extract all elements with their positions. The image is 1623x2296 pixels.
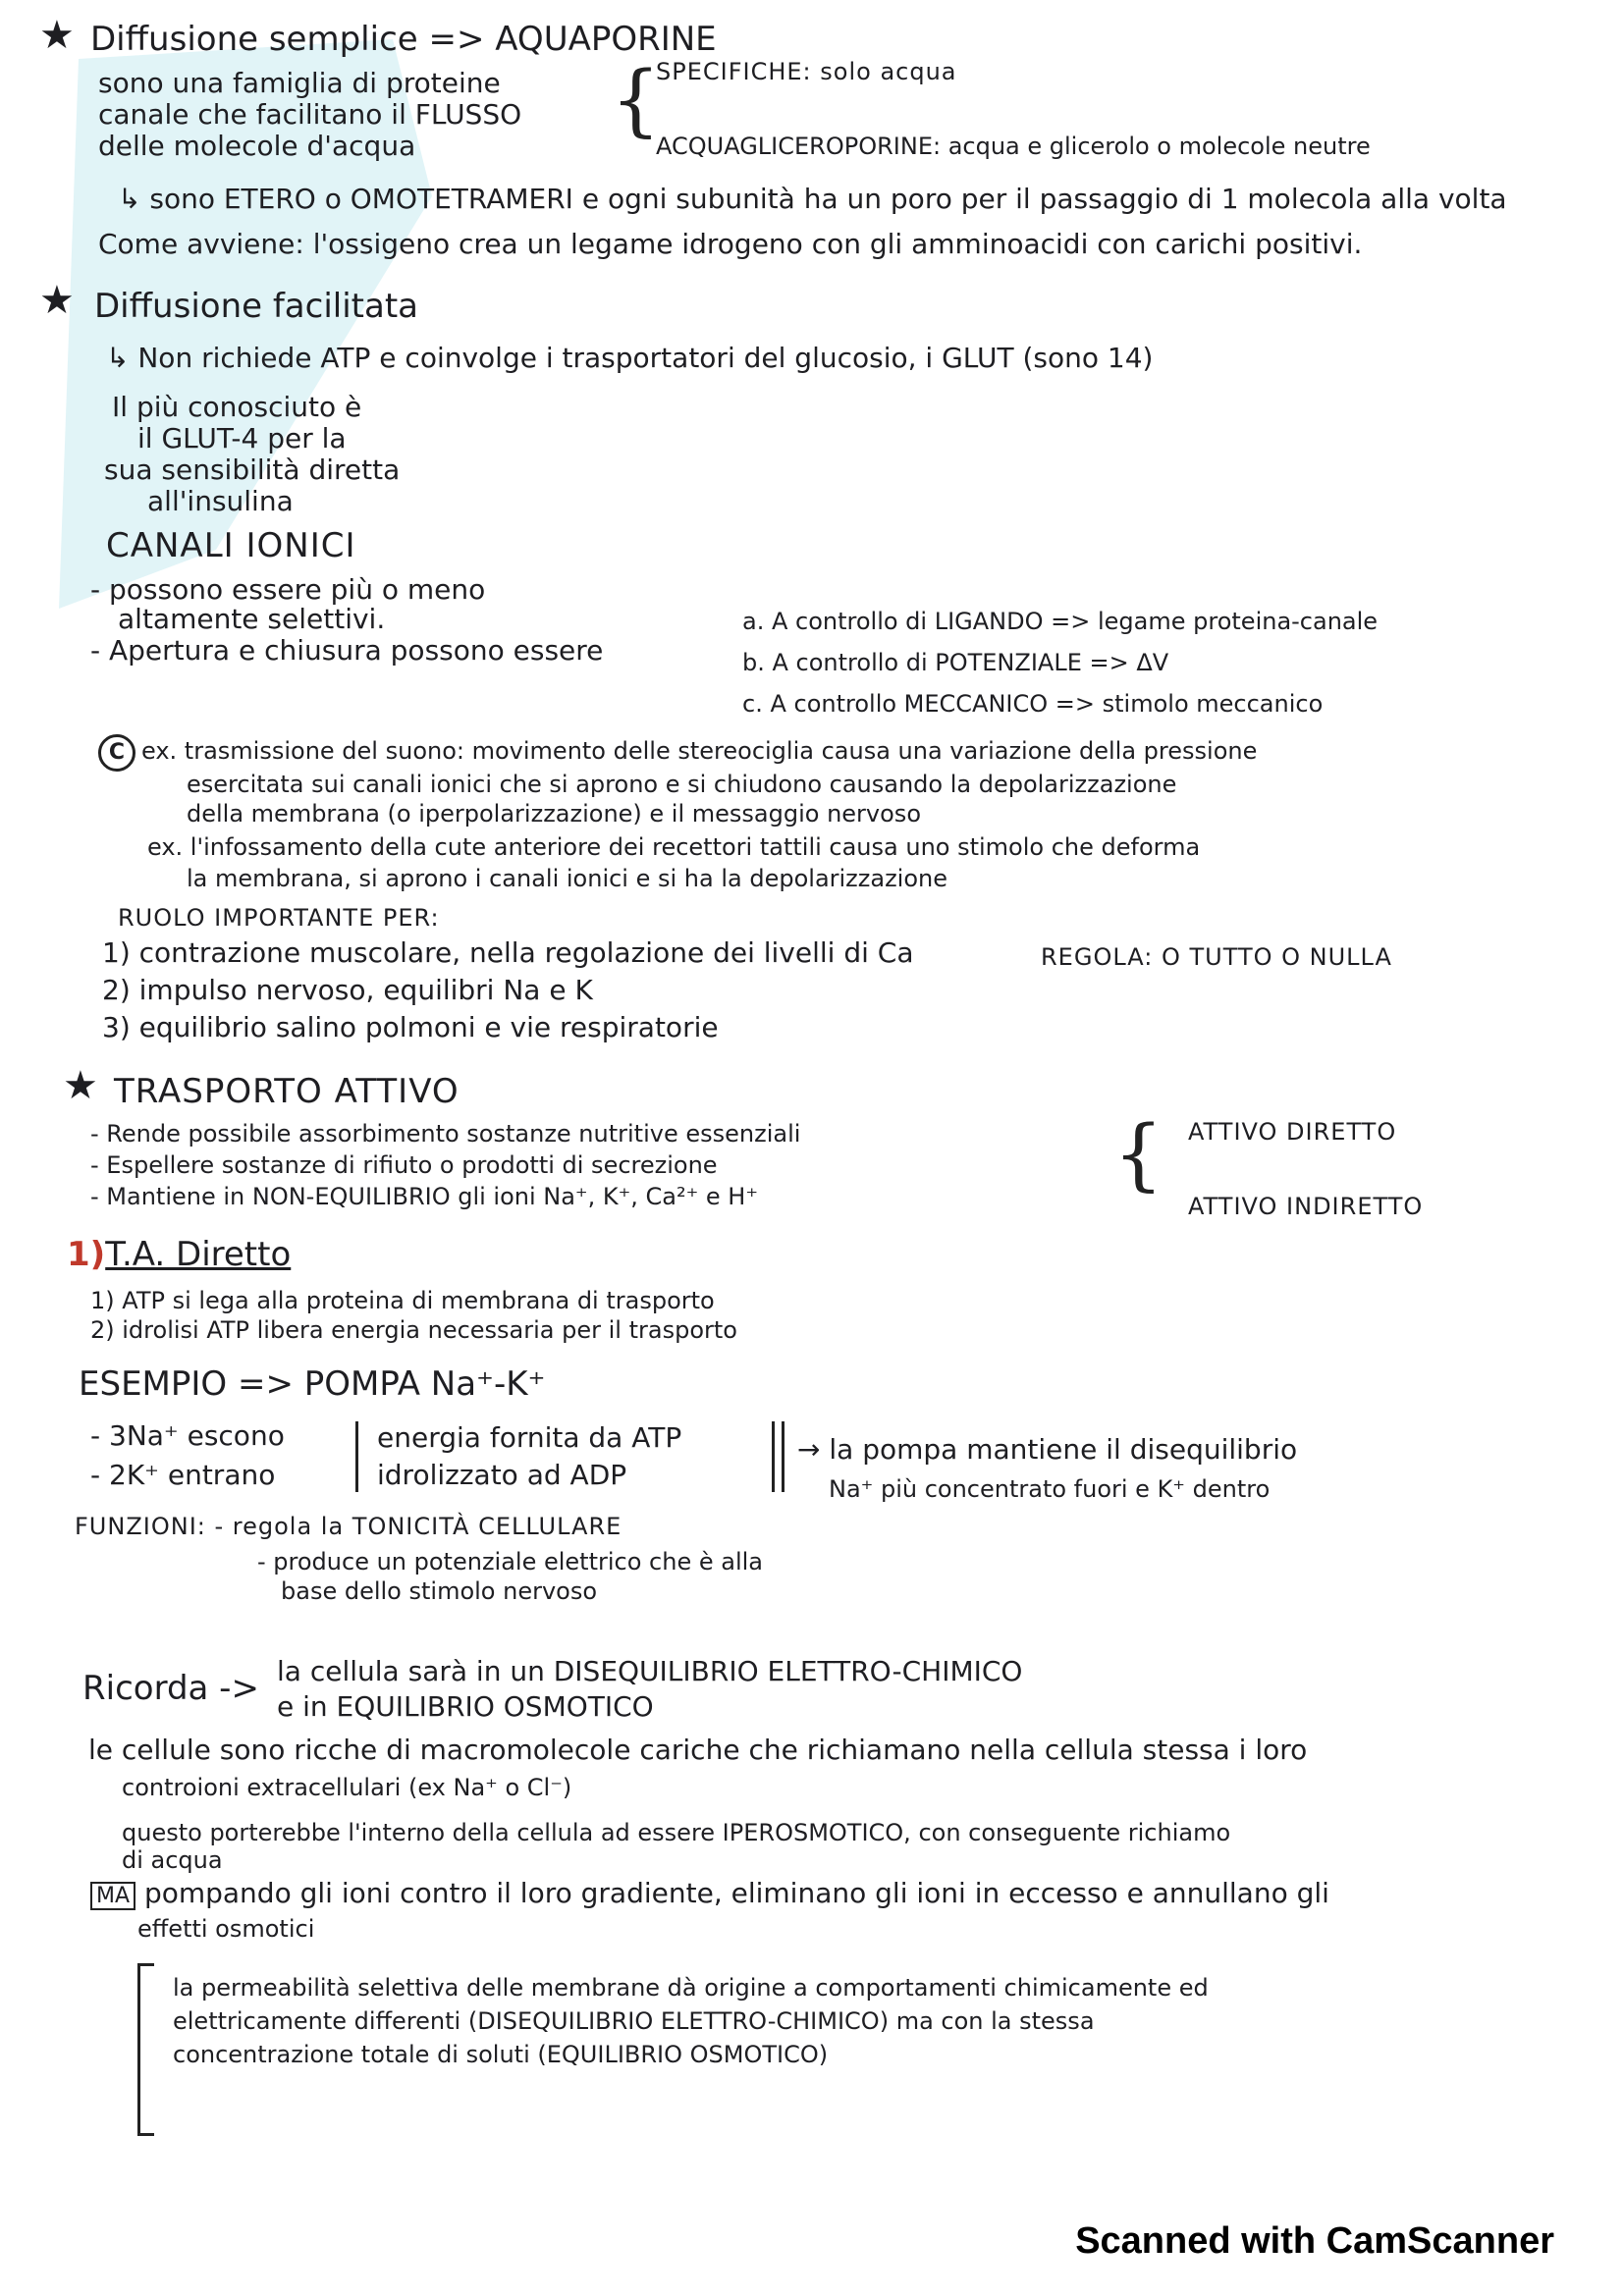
text-line: REGOLA: O TUTTO O NULLA: [1041, 943, 1392, 971]
text-line: ex. l'infossamento della cute anteriore dei recettori tattili causa uno stimolo che deforma: [147, 833, 1201, 861]
heading-diffusione-semplice: Diffusione semplice => AQUAPORINE: [90, 20, 717, 59]
text-line: 1) contrazione muscolare, nella regolazione dei livelli di Ca: [102, 936, 914, 969]
text-line: RUOLO IMPORTANTE PER:: [118, 904, 440, 932]
ma-box: MA: [90, 1882, 135, 1910]
text-line: ATTIVO DIRETTO: [1188, 1118, 1397, 1146]
text-line: - Apertura e chiusura possono essere: [90, 634, 604, 667]
heading-pompa: ESEMPIO => POMPA Na⁺-K⁺: [79, 1364, 546, 1404]
text-line: della membrana (o iperpolarizzazione) e il messaggio nervoso: [187, 800, 921, 828]
text-line: b. A controllo di POTENZIALE => ΔV: [742, 649, 1169, 676]
text-line: Na⁺ più concentrato fuori e K⁺ dentro: [829, 1475, 1271, 1503]
text-line: canale che facilitano il FLUSSO: [98, 98, 522, 131]
ma-line: [90, 1877, 1329, 1913]
heading-trasporto-attivo: TRASPORTO ATTIVO: [114, 1072, 460, 1111]
text-line: 2) impulso nervoso, equilibri Na e K: [102, 974, 593, 1006]
star-bullet-icon: ★: [39, 13, 75, 58]
text-line: e in EQUILIBRIO OSMOTICO: [277, 1690, 654, 1723]
heading-diffusione-facilitata: Diffusione facilitata: [94, 287, 419, 326]
heading-canali-ionici: CANALI IONICI: [106, 526, 356, 565]
text-line: 3) equilibrio salino polmoni e vie respiratorie: [102, 1011, 719, 1043]
text-line: SPECIFICHE: solo acqua: [656, 58, 957, 85]
circled-c-icon: C: [98, 734, 135, 772]
text-line: c. A controllo MECCANICO => stimolo meccanico: [742, 690, 1324, 718]
text-line: concentrazione totale di soluti (EQUILIBRIO OSMOTICO): [173, 2041, 829, 2068]
text-line: 1) ATP si lega alla proteina di membrana di trasporto: [90, 1287, 715, 1314]
text-line: controioni extracellulari (ex Na⁺ o Cl⁻): [122, 1774, 572, 1801]
text-line: effetti osmotici: [137, 1915, 315, 1943]
text-line: sono una famiglia di proteine: [98, 67, 501, 99]
brace-icon: {: [1113, 1108, 1163, 1200]
example-line: [98, 734, 1257, 772]
brace-icon: {: [611, 54, 661, 145]
text-line: la permeabilità selettiva delle membrane dà origine a comportamenti chimicamente ed: [173, 1974, 1209, 2002]
section-number: 1): [67, 1235, 106, 1274]
text-line: ↳ Non richiede ATP e coinvolge i trasportatori del glucosio, i GLUT (sono 14): [106, 342, 1154, 374]
text-line: 2) idrolisi ATP libera energia necessaria per il trasporto: [90, 1316, 737, 1344]
text-line: esercitata sui canali ionici che si aprono e si chiudono causando la depolarizzazione: [187, 771, 1177, 798]
text-line: → la pompa mantiene il disequilibrio: [797, 1433, 1298, 1466]
text-line: energia fornita da ATP: [377, 1421, 682, 1454]
divider: [772, 1421, 775, 1492]
text-line: FUNZIONI: - regola la TONICITÀ CELLULARE: [75, 1513, 622, 1540]
text-line: la cellula sarà in un DISEQUILIBRIO ELETTRO-CHIMICO: [277, 1655, 1023, 1687]
text-line: a. A controllo di LIGANDO => legame proteina-canale: [742, 608, 1379, 635]
text-line: ex. trasmissione del suono: movimento delle stereociglia causa una variazione della pressione: [141, 737, 1258, 765]
text-line: ACQUAGLICEROPORINE: acqua e glicerolo o molecole neutre: [656, 133, 1371, 160]
text-line: questo porterebbe l'interno della cellula ad essere IPEROSMOTICO, con conseguente richiamo: [122, 1819, 1231, 1846]
text-line: Il più conosciuto è: [112, 391, 362, 423]
text-line: sua sensibilità diretta: [104, 454, 401, 486]
text-line: all'insulina: [147, 485, 294, 517]
text-line: elettricamente differenti (DISEQUILIBRIO ELETTRO-CHIMICO) ma con la stessa: [173, 2007, 1095, 2035]
text-line: - 2K⁺ entrano: [90, 1459, 276, 1491]
text-line: altamente selettivi.: [118, 603, 386, 635]
divider: [782, 1421, 784, 1492]
text-line: di acqua: [122, 1846, 223, 1874]
heading-ta-diretto: [67, 1235, 291, 1274]
text-line: - Rende possibile assorbimento sostanze nutritive essenziali: [90, 1120, 801, 1148]
text-line: il GLUT-4 per la: [137, 422, 347, 454]
text-line: - possono essere più o meno: [90, 573, 486, 606]
text-line: - Espellere sostanze di rifiuto o prodotti di secrezione: [90, 1151, 718, 1179]
bracket-divider: [137, 1963, 154, 2136]
text-line: delle molecole d'acqua: [98, 130, 416, 162]
text-line: ATTIVO INDIRETTO: [1188, 1193, 1424, 1220]
text-line: - 3Na⁺ escono: [90, 1419, 285, 1452]
text-line: Ricorda ->: [82, 1669, 259, 1708]
text-line: Come avviene: l'ossigeno crea un legame idrogeno con gli amminoacidi con carichi positivi.: [98, 228, 1363, 260]
star-bullet-icon: ★: [39, 278, 75, 323]
camscanner-footer: Scanned with CamScanner: [1075, 2220, 1554, 2262]
text-line: la membrana, si aprono i canali ionici e si ha la depolarizzazione: [187, 865, 948, 892]
text-line: T.A. Diretto: [105, 1235, 292, 1274]
divider: [355, 1421, 358, 1492]
text-line: - produce un potenziale elettrico che è alla: [257, 1548, 763, 1575]
text-line: - Mantiene in NON-EQUILIBRIO gli ioni Na⁺, K⁺, Ca²⁺ e H⁺: [90, 1183, 759, 1210]
star-bullet-icon: ★: [63, 1063, 98, 1108]
text-line: pompando gli ioni contro il loro gradiente, eliminano gli ioni in eccesso e annullano gli: [143, 1877, 1329, 1909]
text-line: ↳ sono ETERO o OMOTETRAMERI e ogni subunità ha un poro per il passaggio di 1 molecola alla volta: [118, 183, 1507, 215]
text-line: le cellule sono ricche di macromolecole cariche che richiamano nella cellula stessa i loro: [88, 1734, 1308, 1766]
text-line: base dello stimolo nervoso: [281, 1577, 598, 1605]
text-line: idrolizzato ad ADP: [377, 1459, 627, 1491]
